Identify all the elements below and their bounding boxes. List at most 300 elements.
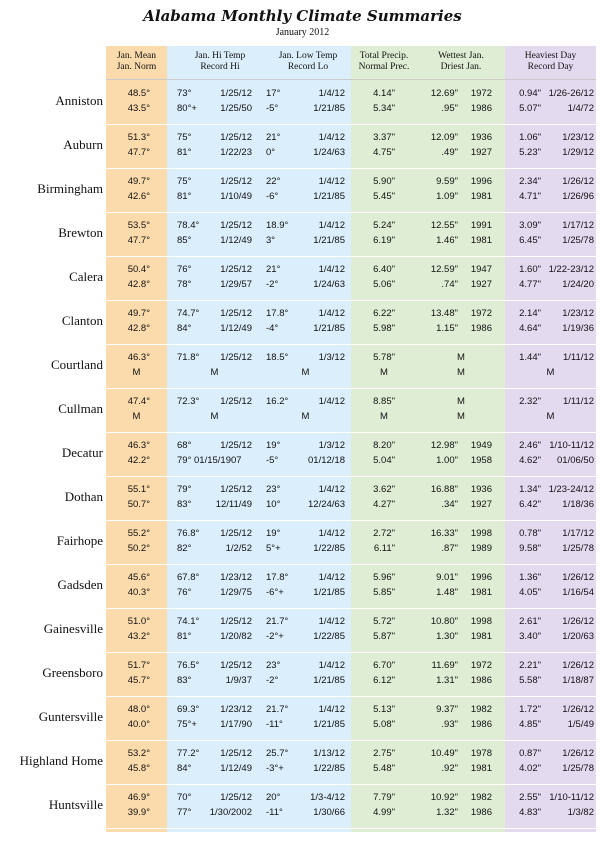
cell-rec-lo: 10° [266, 499, 281, 510]
cell-lo: 18.5° [266, 352, 289, 363]
cell-lo: 23° [266, 484, 281, 495]
header-mean [106, 51, 167, 73]
header-hi-temp [175, 51, 265, 73]
cell-rec-hi-date: 1/2/52 [225, 543, 252, 554]
cell-lo-date: 1/4/12 [318, 220, 345, 231]
cell-rec-hi-date: 1/12/49 [220, 235, 252, 246]
cell-rec-hi: M [210, 367, 219, 378]
cell-dry-year: 1986 [470, 323, 492, 334]
cell-rec-day: 3.40" [519, 631, 541, 642]
cell-rec-hi: 83° [177, 499, 192, 510]
cell-wet-year: 1996 [470, 176, 492, 187]
cell-precip: 6.70" [373, 660, 395, 671]
cell-lo: 21.7° [266, 704, 289, 715]
cell-lo-date: 1/4/12 [318, 308, 345, 319]
cell-norm-prec: 5.87" [373, 631, 395, 642]
cell-precip: 5.90" [373, 176, 395, 187]
cell-rec-day: 4.71" [519, 191, 541, 202]
cell-lo: 22° [266, 176, 281, 187]
cell-norm: 42.2° [127, 455, 150, 466]
cell-lo-date: 1/4/12 [318, 176, 345, 187]
cell-heavy: 2.14" [519, 308, 541, 319]
station-name: Clanton [61, 313, 103, 328]
station-name: Courtland [51, 357, 103, 372]
header-heavy-line1: Heaviest Day [524, 51, 577, 61]
cell-wet: 9.59" [436, 176, 458, 187]
cell-hi: 79° [177, 484, 192, 495]
cell-wet-year: 1972 [470, 660, 492, 671]
cell-rec-lo: -2°+ [266, 631, 284, 642]
cell-norm-prec: 4.75" [373, 147, 395, 158]
cell-heavy: 0.87" [519, 748, 541, 759]
header-precip-line2: Normal Prec. [358, 62, 410, 72]
cell-rec-hi: 85° [177, 235, 192, 246]
header-wettest [417, 51, 505, 73]
cell-heavy-date: 1/11/12 [563, 396, 594, 407]
cell-heavy: 0.94" [519, 88, 541, 99]
cell-norm: 42.6° [127, 191, 150, 202]
cell-dry-year: 1981 [470, 235, 492, 246]
cell-rec-day-date: 1/18/36 [562, 499, 594, 510]
cell-mean: 51.0° [127, 616, 150, 627]
cell-mean: 53.2° [127, 748, 150, 759]
cell-rec-lo: -2° [266, 279, 279, 290]
cell-precip: 6.40" [373, 264, 395, 275]
cell-hi: 70° [177, 792, 192, 803]
cell-hi: 75° [177, 132, 192, 143]
cell-rec-lo-date: 1/22/85 [313, 763, 345, 774]
cell-rec-hi: 83° [177, 675, 192, 686]
cell-rec-hi-date: 12/11/49 [215, 499, 252, 510]
cell-rec-lo: -11° [266, 719, 283, 730]
header-wettest-line2: Driest Jan. [440, 62, 482, 72]
cell-rec-hi: 81° [177, 147, 192, 158]
cell-rec-lo-date: 01/12/18 [308, 455, 345, 466]
cell-hi-date: 1/25/12 [220, 220, 252, 231]
cell-norm: M [132, 367, 141, 378]
cell-precip: 6.22" [373, 308, 395, 319]
cell-rec-lo: -6° [266, 191, 279, 202]
cell-dry-year: 1986 [470, 719, 492, 730]
cell-hi: 76.8° [177, 528, 200, 539]
table-row [0, 652, 605, 696]
cell-lo-date: 1/13/12 [313, 748, 345, 759]
cell-heavy-date: 1/22-23/12 [548, 264, 594, 275]
cell-hi: 67.8° [177, 572, 200, 583]
cell-rec-day: 5.07" [519, 103, 541, 114]
cell-dry-year: 1958 [470, 455, 492, 466]
cell-rec-hi: 81° [177, 191, 192, 202]
cell-rec-lo: M [301, 411, 310, 422]
cell-lo: 21° [266, 132, 281, 143]
cell-hi-date: 1/23/12 [220, 704, 252, 715]
cell-rec-day-date: 1/25/78 [562, 543, 594, 554]
cell-rec-day: 4.05" [519, 587, 541, 598]
cell-mean: 53.5° [127, 220, 150, 231]
cell-hi-date: 1/25/12 [220, 528, 252, 539]
cell-rec-lo-date: 1/22/85 [313, 543, 345, 554]
cell-hi: 76.5° [177, 660, 200, 671]
cell-rec-lo: -5° [266, 455, 279, 466]
cell-norm: 39.9° [127, 807, 150, 818]
cell-rec-lo-date: 1/21/85 [313, 235, 345, 246]
cell-wet-year: 1982 [470, 704, 492, 715]
cell-heavy-date: 1/26-26/12 [548, 88, 594, 99]
cell-norm: 43.5° [127, 103, 150, 114]
cell-dry: .92" [441, 763, 458, 774]
cell-rec-day-date: 1/19/36 [562, 323, 594, 334]
cell-dry: 1.00" [436, 455, 458, 466]
cell-norm-prec: 5.48" [373, 763, 395, 774]
table-row [0, 608, 605, 652]
cell-heavy: 1.36" [519, 572, 541, 583]
cell-rec-day: M [546, 411, 555, 422]
cell-rec-lo: 3° [266, 235, 276, 246]
station-name: Brewton [58, 225, 103, 240]
cell-rec-lo-date: 1/21/85 [313, 323, 345, 334]
cell-precip: 5.72" [373, 616, 395, 627]
cell-dry: .95" [441, 103, 458, 114]
cell-lo-date: 1/4/12 [318, 484, 345, 495]
cell-hi: 72.3° [177, 396, 200, 407]
table-row [0, 696, 605, 740]
cell-heavy: 1.06" [519, 132, 541, 143]
cell-heavy: 2.32" [519, 396, 541, 407]
cell-wet: 10.92" [430, 792, 458, 803]
cell-norm-prec: 5.04" [373, 455, 395, 466]
cell-rec-lo-date: 1/24/63 [313, 279, 345, 290]
cell-wet: 13.48" [430, 308, 458, 319]
cell-rec-day-date: 1/5/49 [567, 719, 594, 730]
cell-dry: M [457, 367, 465, 378]
cell-heavy: 0.78" [519, 528, 541, 539]
cell-mean: 50.4° [127, 264, 150, 275]
cell-heavy-date: 1/23/12 [562, 132, 594, 143]
station-name: Auburn [63, 137, 103, 152]
station-name: Anniston [55, 93, 103, 108]
station-name: Decatur [61, 445, 103, 460]
cell-rec-day: 4.85" [519, 719, 541, 730]
cell-hi-date: 1/25/12 [220, 176, 252, 187]
cell-norm: 45.8° [127, 763, 150, 774]
cell-rec-hi-date: 1/9/37 [225, 675, 252, 686]
cell-heavy-date: 1/17/12 [562, 528, 594, 539]
cell-hi: 68° [177, 440, 192, 451]
cell-rec-hi-date: 1/20/82 [220, 631, 252, 642]
cell-rec-day-date: 1/4/72 [567, 103, 594, 114]
cell-mean: 48.5° [127, 88, 150, 99]
cell-dry: 1.32" [436, 807, 458, 818]
header-hi-line2: Record Hi [200, 62, 240, 72]
cell-rec-hi: 75°+ [177, 719, 197, 730]
cell-hi: 73° [177, 88, 192, 99]
cell-wet-year: 1982 [470, 792, 492, 803]
cell-dry-year: 1986 [470, 675, 492, 686]
cell-rec-lo: -3°+ [266, 763, 284, 774]
station-name: Cullman [58, 401, 103, 416]
cell-rec-lo: -11° [266, 807, 283, 818]
cell-hi-date: 1/25/12 [220, 352, 252, 363]
cell-wet: 11.69" [431, 660, 458, 671]
header-heaviest [505, 51, 596, 73]
cell-lo-date: 1/4/12 [318, 572, 345, 583]
cell-hi-date: 1/25/12 [220, 748, 252, 759]
cell-heavy-date: 1/26/12 [562, 704, 594, 715]
cell-hi-date: 1/25/12 [220, 484, 252, 495]
cell-norm-prec: 4.99" [373, 807, 395, 818]
cell-dry-year: 1986 [470, 807, 492, 818]
cell-norm-prec: 4.27" [373, 499, 395, 510]
cell-wet: M [457, 352, 465, 363]
cell-wet-year: 1936 [470, 484, 492, 495]
cell-rec-day: 6.45" [519, 235, 541, 246]
cell-heavy: 2.21" [519, 660, 541, 671]
header-precip [351, 51, 417, 73]
cell-lo-date: 1/3/12 [318, 352, 345, 363]
cell-rec-lo: -4° [266, 323, 279, 334]
cell-norm-prec: 5.45" [373, 191, 395, 202]
cell-rec-hi-date: 1/17/90 [220, 719, 252, 730]
cell-wet: 9.01" [436, 572, 458, 583]
cell-wet-year: 1972 [470, 88, 492, 99]
cell-rec-hi-date: 1/12/49 [220, 323, 252, 334]
cell-wet-year: 1972 [470, 308, 492, 319]
cell-hi-date: 1/25/12 [220, 88, 252, 99]
cell-wet-year: 1936 [470, 132, 492, 143]
cell-dry-year: 1927 [470, 279, 492, 290]
cell-rec-hi: 82° [177, 543, 192, 554]
cell-mean: 51.7° [127, 660, 150, 671]
cell-dry: .74" [441, 279, 458, 290]
cell-norm-prec: M [380, 367, 388, 378]
cell-rec-day: 5.23" [519, 147, 541, 158]
cell-rec-hi-date: 1/12/49 [220, 763, 252, 774]
cell-hi-date: 1/23/12 [220, 572, 252, 583]
station-name: Guntersville [38, 709, 103, 724]
cell-dry: M [457, 411, 465, 422]
cell-wet: 12.59" [430, 264, 458, 275]
table-row [0, 520, 605, 564]
cell-lo-date: 1/4/12 [318, 88, 345, 99]
cell-lo: 25.7° [266, 748, 289, 759]
cell-rec-hi-date: 1/10/49 [220, 191, 252, 202]
station-name: Fairhope [56, 533, 103, 548]
cell-rec-hi-date: 1/25/50 [220, 103, 252, 114]
cell-dry: .93" [441, 719, 458, 730]
cell-precip: 3.37" [373, 132, 395, 143]
cell-wet: 9.37" [436, 704, 458, 715]
cell-precip: 8.85" [373, 396, 395, 407]
cell-dry: 1.46" [436, 235, 458, 246]
cell-heavy-date: 1/11/12 [563, 352, 594, 363]
cell-norm: 47.7° [127, 235, 150, 246]
cell-hi-date: 1/25/12 [220, 792, 252, 803]
table-row [0, 784, 605, 828]
cell-mean: 48.0° [127, 704, 150, 715]
cell-rec-lo: 0° [266, 147, 276, 158]
cell-lo-date: 1/4/12 [318, 704, 345, 715]
cell-hi-date: 1/25/12 [220, 308, 252, 319]
cell-norm: M [132, 411, 141, 422]
cell-lo-date: 1/4/12 [318, 132, 345, 143]
cell-precip: 5.24" [373, 220, 395, 231]
cell-dry: 1.48" [436, 587, 458, 598]
cell-rec-day: 6.42" [519, 499, 541, 510]
cell-wet-year: 1978 [470, 748, 492, 759]
cell-wet-year: 1998 [470, 616, 492, 627]
cell-dry-year: 1986 [470, 103, 492, 114]
header-heavy-line2: Record Day [527, 62, 574, 72]
cell-hi: 69.3° [177, 704, 200, 715]
table-row [0, 300, 605, 344]
header-lo-line2: Record Lo [287, 62, 329, 72]
cell-heavy: 2.34" [519, 176, 541, 187]
cell-lo-date: 1/4/12 [318, 264, 345, 275]
cell-wet: 10.80" [430, 616, 458, 627]
cell-wet-year: 1947 [470, 264, 492, 275]
cell-lo: 23° [266, 660, 281, 671]
cell-rec-day: 4.64" [519, 323, 541, 334]
cell-hi-date: 1/25/12 [220, 132, 252, 143]
cell-rec-hi: 80°+ [177, 103, 197, 114]
cell-rec-day-date: 1/16/54 [562, 587, 594, 598]
cell-norm: 43.2° [127, 631, 150, 642]
cell-lo: 19° [266, 528, 281, 539]
station-name: Huntsville [48, 797, 103, 812]
header-hi-line1: Jan. Hi Temp [194, 51, 246, 61]
cell-wet: 12.69" [430, 88, 458, 99]
cell-mean: 46.3° [127, 352, 150, 363]
cell-dry-year: 1981 [470, 763, 492, 774]
cell-rec-lo-date: 1/24/63 [313, 147, 345, 158]
header-lo-line1: Jan. Low Temp [278, 51, 338, 61]
row-divider [106, 828, 596, 829]
cell-hi: 75° [177, 176, 192, 187]
cell-heavy-date: 1/26/12 [562, 616, 594, 627]
cell-heavy-date: 1/23/12 [562, 308, 594, 319]
cell-hi: 77.2° [177, 748, 200, 759]
cell-rec-hi-date: 1/22/23 [220, 147, 252, 158]
cell-hi-date: 1/25/12 [220, 660, 252, 671]
cell-rec-day-date: 1/3/82 [567, 807, 594, 818]
cell-rec-hi-date: 1/30/2002 [209, 807, 252, 818]
cell-wet: M [457, 396, 465, 407]
cell-wet-year: 1996 [470, 572, 492, 583]
cell-precip: 4.14" [373, 88, 395, 99]
cell-rec-lo: -5° [266, 103, 279, 114]
cell-rec-day-date: 01/06/50 [557, 455, 594, 466]
cell-norm-prec: 5.08" [373, 719, 395, 730]
cell-heavy: 2.55" [519, 792, 541, 803]
cell-hi-date: 1/25/12 [220, 440, 252, 451]
page-subtitle: January 2012 [275, 27, 330, 38]
cell-rec-lo-date: 1/21/85 [313, 675, 345, 686]
cell-hi: 74.1° [177, 616, 200, 627]
table-row [0, 388, 605, 432]
table-row [0, 476, 605, 520]
cell-mean: 51.3° [127, 132, 150, 143]
cell-wet: 16.33" [430, 528, 458, 539]
cell-mean: 46.9° [127, 792, 150, 803]
station-name: Dothan [64, 489, 103, 504]
cell-rec-day: 5.58" [519, 675, 541, 686]
cell-wet-year: 1998 [470, 528, 492, 539]
cell-wet: 12.09" [430, 132, 458, 143]
cell-lo: 21.7° [266, 616, 289, 627]
cell-hi: 76° [177, 264, 192, 275]
header-low-temp [265, 51, 351, 73]
cell-dry: .34" [441, 499, 458, 510]
cell-hi-date: 1/25/12 [220, 264, 252, 275]
cell-norm: 50.2° [127, 543, 150, 554]
page-title: Alabama Monthly Climate Summaries [143, 7, 462, 25]
cell-lo-date: 1/4/12 [318, 616, 345, 627]
cell-norm: 42.8° [127, 279, 150, 290]
cell-rec-day-date: 1/20/63 [562, 631, 594, 642]
table-row [0, 740, 605, 784]
cell-norm: 47.7° [127, 147, 150, 158]
cell-wet-year: 1991 [470, 220, 492, 231]
table-row [0, 256, 605, 300]
cell-hi: 74.7° [177, 308, 200, 319]
cell-heavy: 1.44" [519, 352, 541, 363]
cell-lo: 17° [266, 88, 281, 99]
cell-rec-day-date: 1/24/20 [562, 279, 594, 290]
cell-norm: 40.3° [127, 587, 150, 598]
cell-rec-day-date: 1/26/96 [562, 191, 594, 202]
cell-wet: 16.88" [430, 484, 458, 495]
cell-rec-lo-date: 1/21/85 [313, 103, 345, 114]
cell-rec-lo: M [301, 367, 310, 378]
cell-dry: 1.30" [436, 631, 458, 642]
cell-heavy: 1.34" [519, 484, 541, 495]
table-row [0, 564, 605, 608]
cell-lo-date: 1/4/12 [318, 396, 345, 407]
table-row [0, 168, 605, 212]
cell-mean: 55.2° [127, 528, 150, 539]
cell-rec-lo-date: 1/21/85 [313, 587, 345, 598]
header-wettest-line1: Wettest Jan. [438, 51, 484, 61]
cell-heavy-date: 1/26/12 [562, 176, 594, 187]
cell-rec-hi: 78° [177, 279, 192, 290]
cell-lo: 21° [266, 264, 281, 275]
cell-precip: 5.78" [373, 352, 395, 363]
cell-rec-lo-date: 1/21/85 [313, 719, 345, 730]
cell-dry-year: 1981 [470, 631, 492, 642]
cell-heavy: 3.09" [519, 220, 541, 231]
cell-heavy-date: 1/10-11/12 [549, 440, 594, 451]
cell-precip: 8.20" [373, 440, 395, 451]
cell-rec-hi: 84° [177, 323, 192, 334]
station-name: Birmingham [37, 181, 103, 196]
cell-norm: 40.0° [127, 719, 150, 730]
cell-mean: 47.4° [127, 396, 150, 407]
cell-mean: 46.3° [127, 440, 150, 451]
table-row [0, 124, 605, 168]
cell-heavy: 1.60" [519, 264, 541, 275]
cell-rec-hi-date: 1/29/75 [220, 587, 252, 598]
cell-dry-year: 1981 [470, 587, 492, 598]
cell-hi-date: 1/25/12 [220, 616, 252, 627]
cell-hi: 71.8° [177, 352, 200, 363]
table-row [0, 432, 605, 476]
cell-dry: 1.09" [436, 191, 458, 202]
cell-heavy-date: 1/17/12 [562, 220, 594, 231]
cell-precip: 2.75" [373, 748, 395, 759]
cell-lo-date: 1/4/12 [318, 528, 345, 539]
cell-hi: 78.4° [177, 220, 200, 231]
table-row [0, 80, 605, 124]
